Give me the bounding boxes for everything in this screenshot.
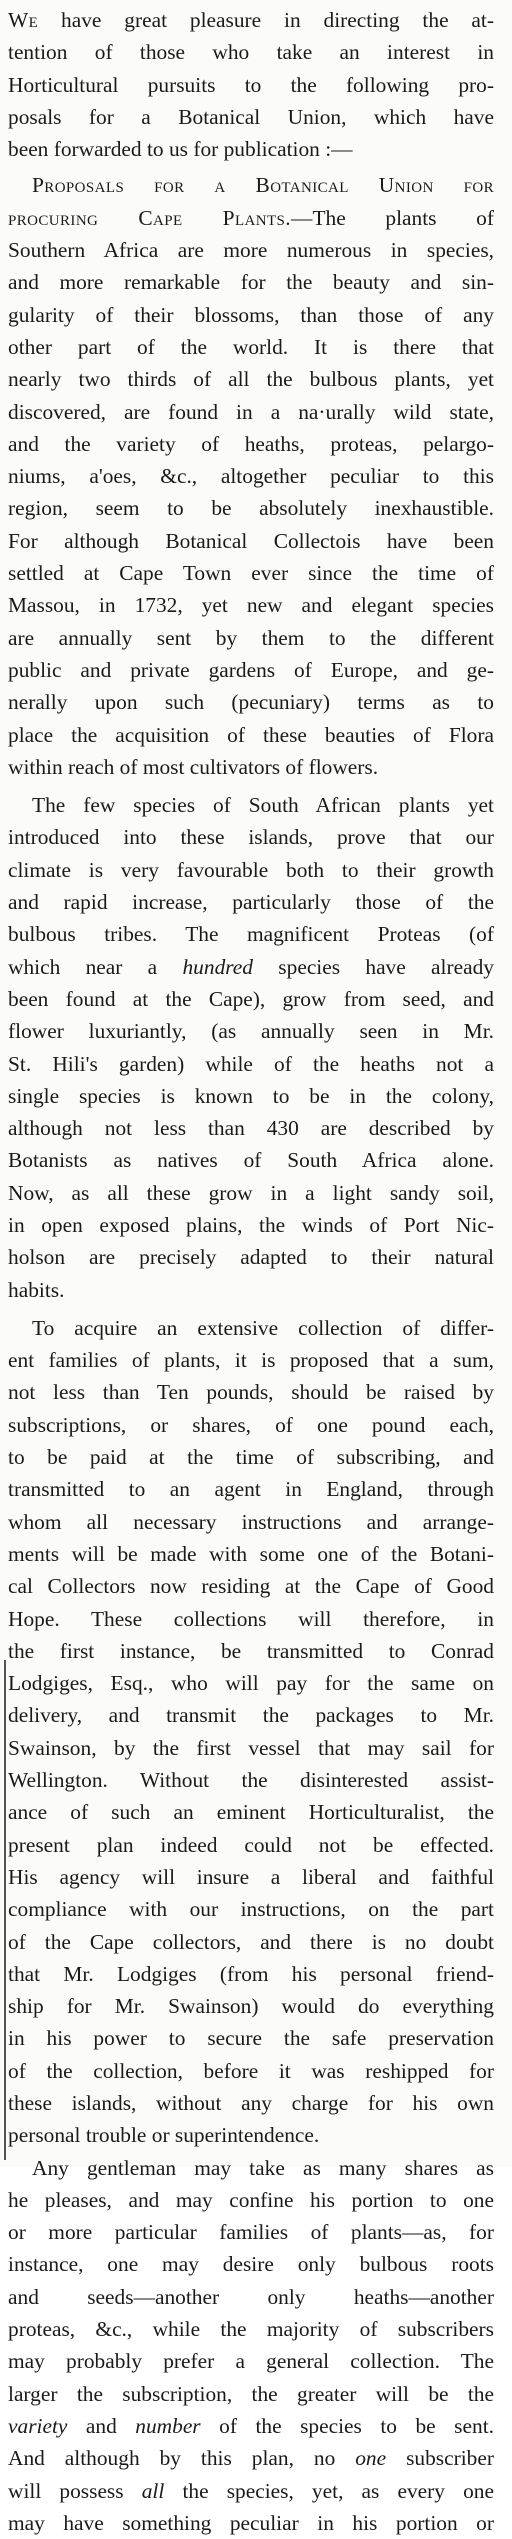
acquire-line: His agency will insure a liberal and faithful <box>8 1864 494 1889</box>
proposals-line: region, seem to be absolutely inexhaustible. <box>8 496 494 521</box>
few-species-line: Botanists as natives of South Africa alone. <box>8 1148 494 1173</box>
emphasis-hundred: hundred <box>182 954 253 979</box>
few-species-line: introduced into these islands, prove that our <box>8 825 494 850</box>
acquire-line: ance of such an eminent Horticulturalist, the <box>8 1800 494 1825</box>
gentleman-line: or more particular families of plants—as, for <box>8 2220 494 2245</box>
emphasis-variety: variety <box>8 2413 68 2438</box>
acquire-line: not less than Ten pounds, should be raised by <box>8 1380 494 1405</box>
gentleman-line: larger the subscription, the greater will be the <box>8 2381 494 2406</box>
proposals-line: place the acquisition of these beauties of Flora <box>8 722 494 747</box>
intro-line: posals for a Botanical Union, which have <box>8 104 494 129</box>
acquire-line: transmitted to an agent in England, through <box>8 1477 494 1502</box>
acquire-line: compliance with our instructions, on the part <box>8 1897 494 1922</box>
proposals-heading: Proposals for a Botanical Union for <box>32 173 494 198</box>
proposals-heading-line2: procuring Cape Plants.—The plants of <box>8 205 494 230</box>
acquire-line: ments will be made with some one of the Botani- <box>8 1541 494 1566</box>
emphasis-one: one <box>355 2446 387 2471</box>
proposals-line: are annually sent by them to the different <box>8 625 494 650</box>
gentleman-line: he pleases, and may confine his portion to one <box>8 2187 494 2212</box>
acquire-line: personal trouble or superintendence. <box>8 2123 320 2148</box>
acquire-line: To acquire an extensive collection of differ- <box>32 1315 494 1340</box>
acquire-line: Lodgiges, Esq., who will pay for the same on <box>8 1671 494 1696</box>
few-species-line: climate is very favourable both to their growth <box>8 857 494 882</box>
proposals-line: niums, a'oes, &c., altogether peculiar to this <box>8 464 494 489</box>
few-species-line: bulbous tribes. The magnificent Proteas (of <box>8 922 494 947</box>
acquire-line: of the Cape collectors, and there is no doubt <box>8 1929 494 1954</box>
acquire-line: these islands, without any charge for his own <box>8 2091 494 2115</box>
few-species-line: Now, as all these grow in a light sandy soil, <box>8 1180 494 1205</box>
few-species-line: single species is known to be in the colony, <box>8 1083 494 1108</box>
gentleman-line: And although by this plan, no one subscriber <box>8 2446 494 2471</box>
proposals-line: discovered, are found in a na·urally wild state, <box>8 399 494 424</box>
proposals-line: nerally upon such (pecuniary) terms as to <box>8 690 494 715</box>
acquire-line: ship for Mr. Swainson) would do everything <box>8 1994 494 2019</box>
few-species-line: which near a hundred species have already <box>8 954 494 979</box>
acquire-line: Wellington. Without the disinterested assist- <box>8 1768 494 1793</box>
few-species-line: The few species of South African plants yet <box>32 793 494 818</box>
acquire-line: cal Collectors now residing at the Cape of Good <box>8 1574 494 1599</box>
intro-line: tention of those who take an interest in <box>8 40 494 65</box>
proposals-line: gularity of their blossoms, than those of any <box>8 302 494 327</box>
proposals-line: nearly two thirds of all the bulbous plants, yet <box>8 367 494 392</box>
few-species-line: St. Hili's garden) while of the heaths not a <box>8 1051 494 1076</box>
few-species-paragraph <box>8 789 494 1306</box>
gentleman-line: and seeds—another only heaths—another <box>8 2284 494 2309</box>
acquire-line: in his power to secure the safe preservation <box>8 2026 494 2051</box>
proposals-line: other part of the world. It is there that <box>8 334 494 359</box>
gentleman-line: may probably prefer a general collection. The <box>8 2349 494 2374</box>
intro-lead-word: We <box>8 8 39 32</box>
acquire-line: of the collection, before it was reshipped for <box>8 2058 494 2083</box>
gentleman-line: instance, one may desire only bulbous roots <box>8 2252 494 2277</box>
gentleman-line: may have something peculiar in his portion or <box>8 2510 494 2535</box>
proposals-line: and the variety of heaths, proteas, pelargo- <box>8 431 494 456</box>
proposals-line: Southern Africa are more numerous in species, <box>8 238 494 263</box>
few-species-line: and rapid increase, particularly those of the <box>8 890 494 915</box>
column-rule <box>4 1660 6 2160</box>
acquire-line: Swainson, by the first vessel that may sail for <box>8 1735 494 1760</box>
acquire-line: to be paid at the time of subscribing, and <box>8 1445 494 1470</box>
emphasis-number: number <box>135 2413 201 2438</box>
few-species-line: flower luxuriantly, (as annually seen in Mr. <box>8 1019 494 1044</box>
few-species-line: in open exposed plains, the winds of Port Nic- <box>8 1212 494 1237</box>
few-species-line: holson are precisely adapted to their natural <box>8 1245 494 1270</box>
gentleman-line: proteas, &c., while the majority of subscribers <box>8 2317 494 2342</box>
gentleman-line: variety and number of the species to be sent. <box>8 2413 494 2438</box>
proposals-line: For although Botanical Collectois have been <box>8 528 494 553</box>
acquire-line: present plan indeed could not be effected. <box>8 1832 494 1857</box>
proposals-line: public and private gardens of Europe, and ge- <box>8 657 494 682</box>
acquire-line: delivery, and transmit the packages to Mr. <box>8 1703 494 1728</box>
gentleman-line: Any gentleman may take as many shares as <box>32 2155 494 2180</box>
acquire-paragraph <box>8 1312 494 2152</box>
proposals-line: settled at Cape Town ever since the time of <box>8 561 494 586</box>
few-species-line: habits. <box>8 1277 65 1302</box>
acquire-line: ent families of plants, it is proposed that a sum, <box>8 1348 494 1373</box>
acquire-line: the first instance, be transmitted to Conrad <box>8 1638 494 1663</box>
proposals-line: and more remarkable for the beauty and sin- <box>8 270 494 295</box>
intro-line: Horticultural pursuits to the following pro- <box>8 72 494 97</box>
article-column <box>8 4 494 2539</box>
intro-paragraph <box>8 4 494 165</box>
intro-line <box>8 4 494 36</box>
acquire-line: subscriptions, or shares, of one pound each, <box>8 1412 494 1437</box>
proposals-line: within reach of most cultivators of flowers. <box>8 754 379 779</box>
proposals-line: Massou, in 1732, yet new and elegant species <box>8 593 494 618</box>
acquire-line: that Mr. Lodgiges (from his personal friend- <box>8 1961 494 1986</box>
acquire-line: whom all necessary instructions and arrange- <box>8 1509 494 1534</box>
intro-line: been forwarded to us for publication :— <box>8 137 353 162</box>
acquire-line: Hope. These collections will therefore, in <box>8 1606 494 1631</box>
gentleman-line: will possess all the species, yet, as every one <box>8 2478 494 2503</box>
proposals-paragraph <box>8 169 494 783</box>
any-gentleman-paragraph <box>8 2152 494 2539</box>
few-species-line: been found at the Cape), grow from seed, and <box>8 986 494 1011</box>
emphasis-all: all <box>141 2478 165 2503</box>
few-species-line: although not less than 430 are described by <box>8 1116 494 1141</box>
intro-line-rest: have great pleasure in directing the at- <box>38 8 494 32</box>
